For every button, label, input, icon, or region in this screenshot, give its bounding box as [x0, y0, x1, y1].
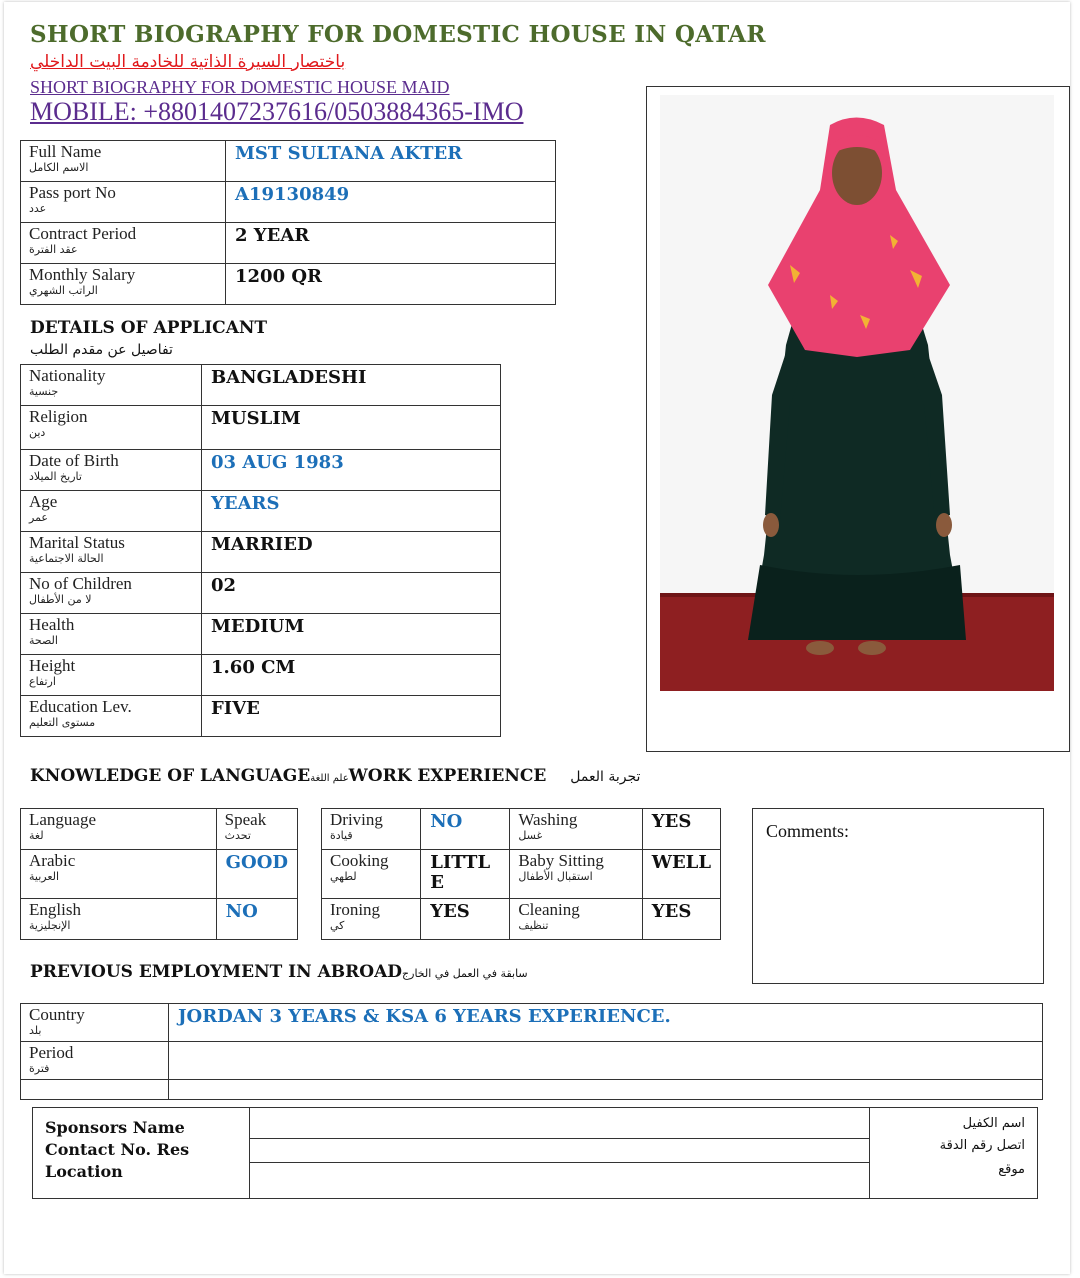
empty-cell [169, 1080, 1043, 1100]
arabic-title: باختصار السيرة الذاتية للخادمة البيت الداخلي [30, 52, 346, 72]
sponsor-divider-left [249, 1108, 250, 1198]
table-row [322, 899, 721, 940]
details-table [20, 364, 501, 737]
details-heading-arabic: تفاصيل عن مقدم الطلب [30, 342, 173, 358]
table-row [21, 141, 556, 182]
table-row [322, 809, 721, 850]
country-label: Country بلد [21, 1004, 169, 1042]
sponsor-name-label: Sponsors Name [45, 1118, 185, 1137]
period-value [169, 1042, 1043, 1080]
cleaning-value: YES [642, 899, 720, 940]
row-label: Arabic العربية [21, 850, 217, 899]
row-label: English الإنجليزية [21, 899, 217, 940]
skill-label: Cooking لطهي [322, 850, 421, 899]
row-label: Health الصحة [21, 614, 202, 655]
applicant-photo [660, 95, 1054, 691]
arabic-level: GOOD [216, 850, 297, 899]
row-label: Date of Birth تاريخ الميلاد [21, 450, 202, 491]
skill-label: Baby Sitting استقبال الأطفال [510, 850, 642, 899]
sponsor-divider-right [869, 1108, 870, 1198]
table-row [21, 696, 501, 737]
religion-value: MUSLIM [202, 406, 501, 450]
table-row [21, 264, 556, 305]
height-value: 1.60 CM [202, 655, 501, 696]
sponsor-contact-label: Contact No. Res [45, 1140, 190, 1159]
contract-value: 2 YEAR [226, 223, 556, 264]
table-row [21, 365, 501, 406]
speak-header: Speak تحدث [216, 809, 297, 850]
empty-cell [21, 1080, 169, 1100]
language-heading: KNOWLEDGE OF LANGUAGE [30, 766, 311, 786]
skill-label: Washing غسل [510, 809, 642, 850]
row-label: Religion دين [21, 406, 202, 450]
table-row [21, 1080, 1043, 1100]
period-label: Period فترة [21, 1042, 169, 1080]
table-row [21, 573, 501, 614]
english-level: NO [216, 899, 297, 940]
top-info-table [20, 140, 556, 305]
row-label: Pass port No عدد [21, 182, 226, 223]
previous-employment-table [20, 1003, 1043, 1100]
nationality-value: BANGLADESHI [202, 365, 501, 406]
sponsor-location-arabic: موقع [998, 1162, 1025, 1177]
applicant-photo-image [660, 95, 1054, 691]
health-value: MEDIUM [202, 614, 501, 655]
age-value: YEARS [202, 491, 501, 532]
table-row [21, 899, 298, 940]
children-value: 02 [202, 573, 501, 614]
row-label: Nationality جنسية [21, 365, 202, 406]
language-work-heading [30, 766, 640, 786]
subtitle: SHORT BIOGRAPHY FOR DOMESTIC HOUSE MAID [30, 77, 450, 97]
details-heading: DETAILS OF APPLICANT [30, 318, 268, 338]
language-header: Language لغة [21, 809, 217, 850]
row-label: Contract Period عقد الفترة [21, 223, 226, 264]
row-label: Marital Status الحالة الاجتماعية [21, 532, 202, 573]
sponsor-contact-arabic: اتصل رقم الدقة [939, 1138, 1025, 1153]
work-experience-table [321, 808, 721, 940]
table-row [21, 491, 501, 532]
sponsor-name-arabic: اسم الكفيل [962, 1116, 1025, 1131]
previous-heading-arabic: سابقة في العمل في الخارج [402, 967, 528, 980]
marital-value: MARRIED [202, 532, 501, 573]
country-value: JORDAN 3 YEARS & KSA 6 YEARS EXPERIENCE. [169, 1004, 1043, 1042]
table-row [21, 182, 556, 223]
previous-employment-heading [30, 962, 528, 982]
table-row [21, 1042, 1043, 1080]
washing-value: YES [642, 809, 720, 850]
table-row [21, 406, 501, 450]
education-value: FIVE [202, 696, 501, 737]
work-heading-arabic: تجربة العمل [570, 769, 641, 785]
table-row [21, 1004, 1043, 1042]
full-name-value: MST SULTANA AKTER [226, 141, 556, 182]
row-label: Height ارتفاع [21, 655, 202, 696]
row-label: Age عمر [21, 491, 202, 532]
work-heading: WORK EXPERIENCE [348, 766, 547, 786]
sponsor-box [32, 1107, 1038, 1199]
language-table [20, 808, 298, 940]
row-label: No of Children لا من الأطفال [21, 573, 202, 614]
photo-frame [646, 86, 1070, 752]
language-heading-arabic: علم اللغة [310, 773, 349, 784]
row-label: Education Lev. مستوى التعليم [21, 696, 202, 737]
comments-label: Comments: [766, 821, 850, 841]
biography-page [4, 2, 1070, 1274]
skill-label: Driving قيادة [322, 809, 421, 850]
sponsor-location-label: Location [45, 1162, 123, 1181]
salary-value: 1200 QR [226, 264, 556, 305]
row-label: Full Name الاسم الكامل [21, 141, 226, 182]
passport-value: A19130849 [226, 182, 556, 223]
driving-value: NO [421, 809, 510, 850]
cooking-value: LITTL E [421, 850, 510, 899]
table-row [21, 809, 298, 850]
mobile-number: MOBILE: +8801407237616/0503884365-IMO [30, 97, 524, 126]
baby-sitting-value: WELL [642, 850, 720, 899]
table-row [21, 450, 501, 491]
row-label: Monthly Salary الراتب الشهري [21, 264, 226, 305]
comments-box [752, 808, 1044, 984]
skill-label: Ironing كي [322, 899, 421, 940]
sponsor-line [250, 1138, 869, 1139]
table-row [21, 532, 501, 573]
sponsor-line [250, 1162, 869, 1163]
table-row [21, 850, 298, 899]
table-row [21, 614, 501, 655]
previous-heading: PREVIOUS EMPLOYMENT IN ABROAD [30, 962, 403, 982]
ironing-value: YES [421, 899, 510, 940]
dob-value: 03 AUG 1983 [202, 450, 501, 491]
table-row [21, 223, 556, 264]
table-row [21, 655, 501, 696]
skill-label: Cleaning تنظيف [510, 899, 642, 940]
page-title: SHORT BIOGRAPHY FOR DOMESTIC HOUSE IN QATAR [30, 21, 766, 48]
table-row [322, 850, 721, 899]
